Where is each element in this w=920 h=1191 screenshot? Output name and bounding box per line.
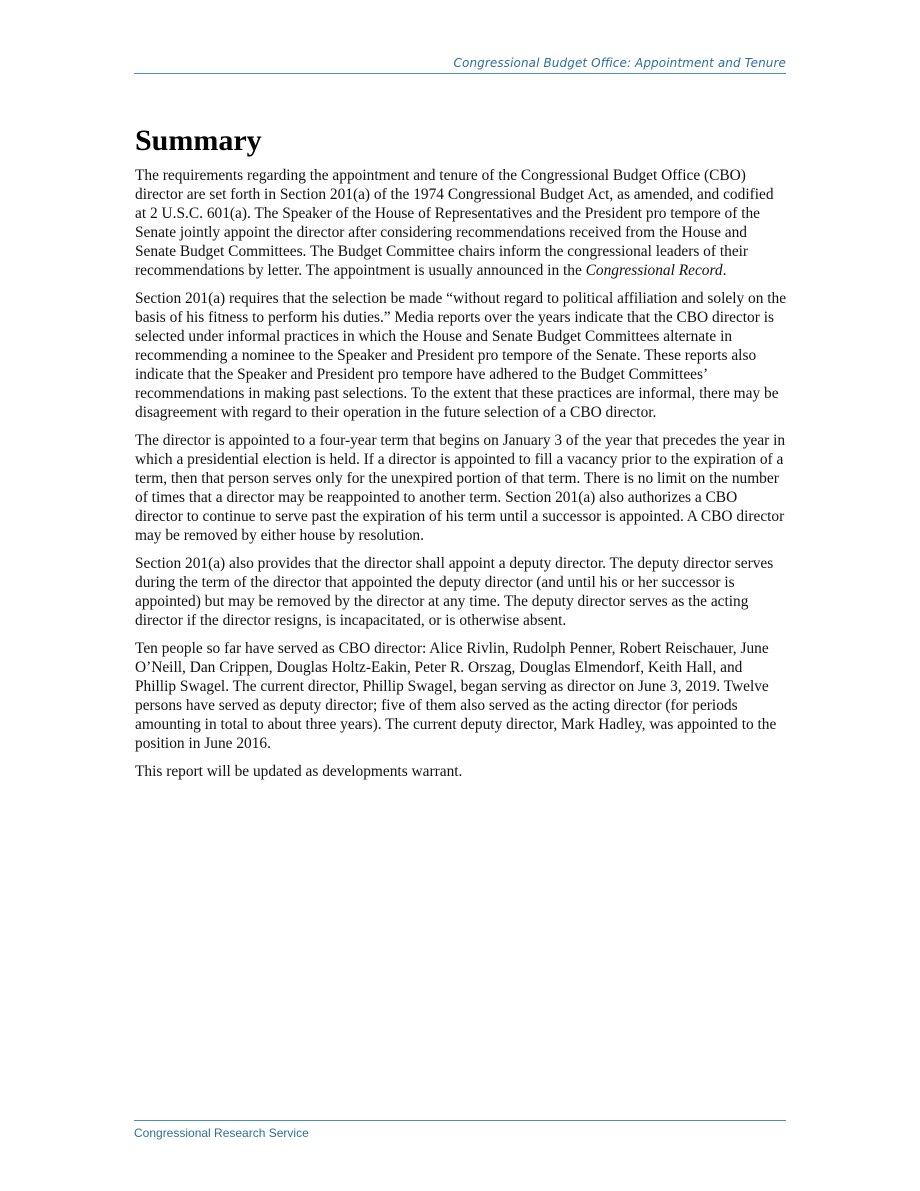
summary-paragraph-4: Section 201(a) also provides that the director shall appoint a deputy director. The deputy director serves during the term of the director that appointed the deputy director (and until his or her successor is appointed) but may be removed by the director at any time. The deputy director serves as the acting director if the director resigns, is incapacitated, or is otherwise absent.	[135, 555, 774, 629]
summary-heading: Summary	[135, 124, 262, 157]
summary-paragraph-2: Section 201(a) requires that the selection be made “without regard to political affiliation and solely on the basis of his fitness to perform his duties.” Media reports over the years indicate that the CBO director is selected under informal practices in which the House and Senate Budget Committees alternate in recommending a nominee to the Speaker and President pro tempore of the Senate. These reports also indicate that the Speaker and President pro tempore have adhered to the Budget Committees’ recommendations in making past selections. To the extent that these practices are informal, there may be disagreement with regard to their operation in the future selection of a CBO director.	[135, 290, 787, 421]
page-header	[134, 54, 786, 74]
summary-paragraph-6: This report will be updated as developments warrant.	[135, 763, 463, 780]
paragraph-1-text: The requirements regarding the appointment and tenure of the Congressional Budget Office (CBO) director are set forth in Section 201(a) of the 1974 Congressional Budget Act, as amended, and codified at 2 U.S.C. 601(a). The Speaker of the House of Representatives and the President pro tempore of the Senate jointly appoint the director after considering recommendations received from the House and Senate Budget Committees. The Budget Committee chairs inform the congressional leaders of their recommendations by letter. The appointment is usually announced in the	[135, 167, 774, 279]
running-header-title: Congressional Budget Office: Appointment and Tenure	[453, 56, 786, 70]
page-footer	[134, 1120, 786, 1142]
congressional-record-italic: Congressional Record	[585, 262, 723, 279]
summary-paragraph-3: The director is appointed to a four-year term that begins on January 3 of the year that precedes the year in which a presidential election is held. If a director is appointed to fill a vacancy prior to the expiration of a term, then that person serves only for the unexpired portion of that term. There is no limit on the number of times that a director may be reappointed to another term. Section 201(a) also authorizes a CBO director to continue to serve past the expiration of his term until a successor is appointed. A CBO director may be removed by either house by resolution.	[135, 432, 786, 544]
footer-publisher: Congressional Research Service	[134, 1126, 309, 1140]
paragraph-1-end: .	[722, 262, 727, 279]
main-content	[135, 122, 787, 790]
summary-paragraph-1	[135, 166, 787, 280]
summary-paragraph-5: Ten people so far have served as CBO director: Alice Rivlin, Rudolph Penner, Robert Reischauer, June O’Neill, Dan Crippen, Douglas Holtz-Eakin, Peter R. Orszag, Douglas Elmendorf, Keith Hall, and Phillip Swagel. The current director, Phillip Swagel, began serving as director on June 3, 2019. Twelve persons have served as deputy director; five of them also served as the acting director (for periods amounting in total to about three years). The current deputy director, Mark Hadley, was appointed to the position in June 2016.	[135, 640, 777, 752]
